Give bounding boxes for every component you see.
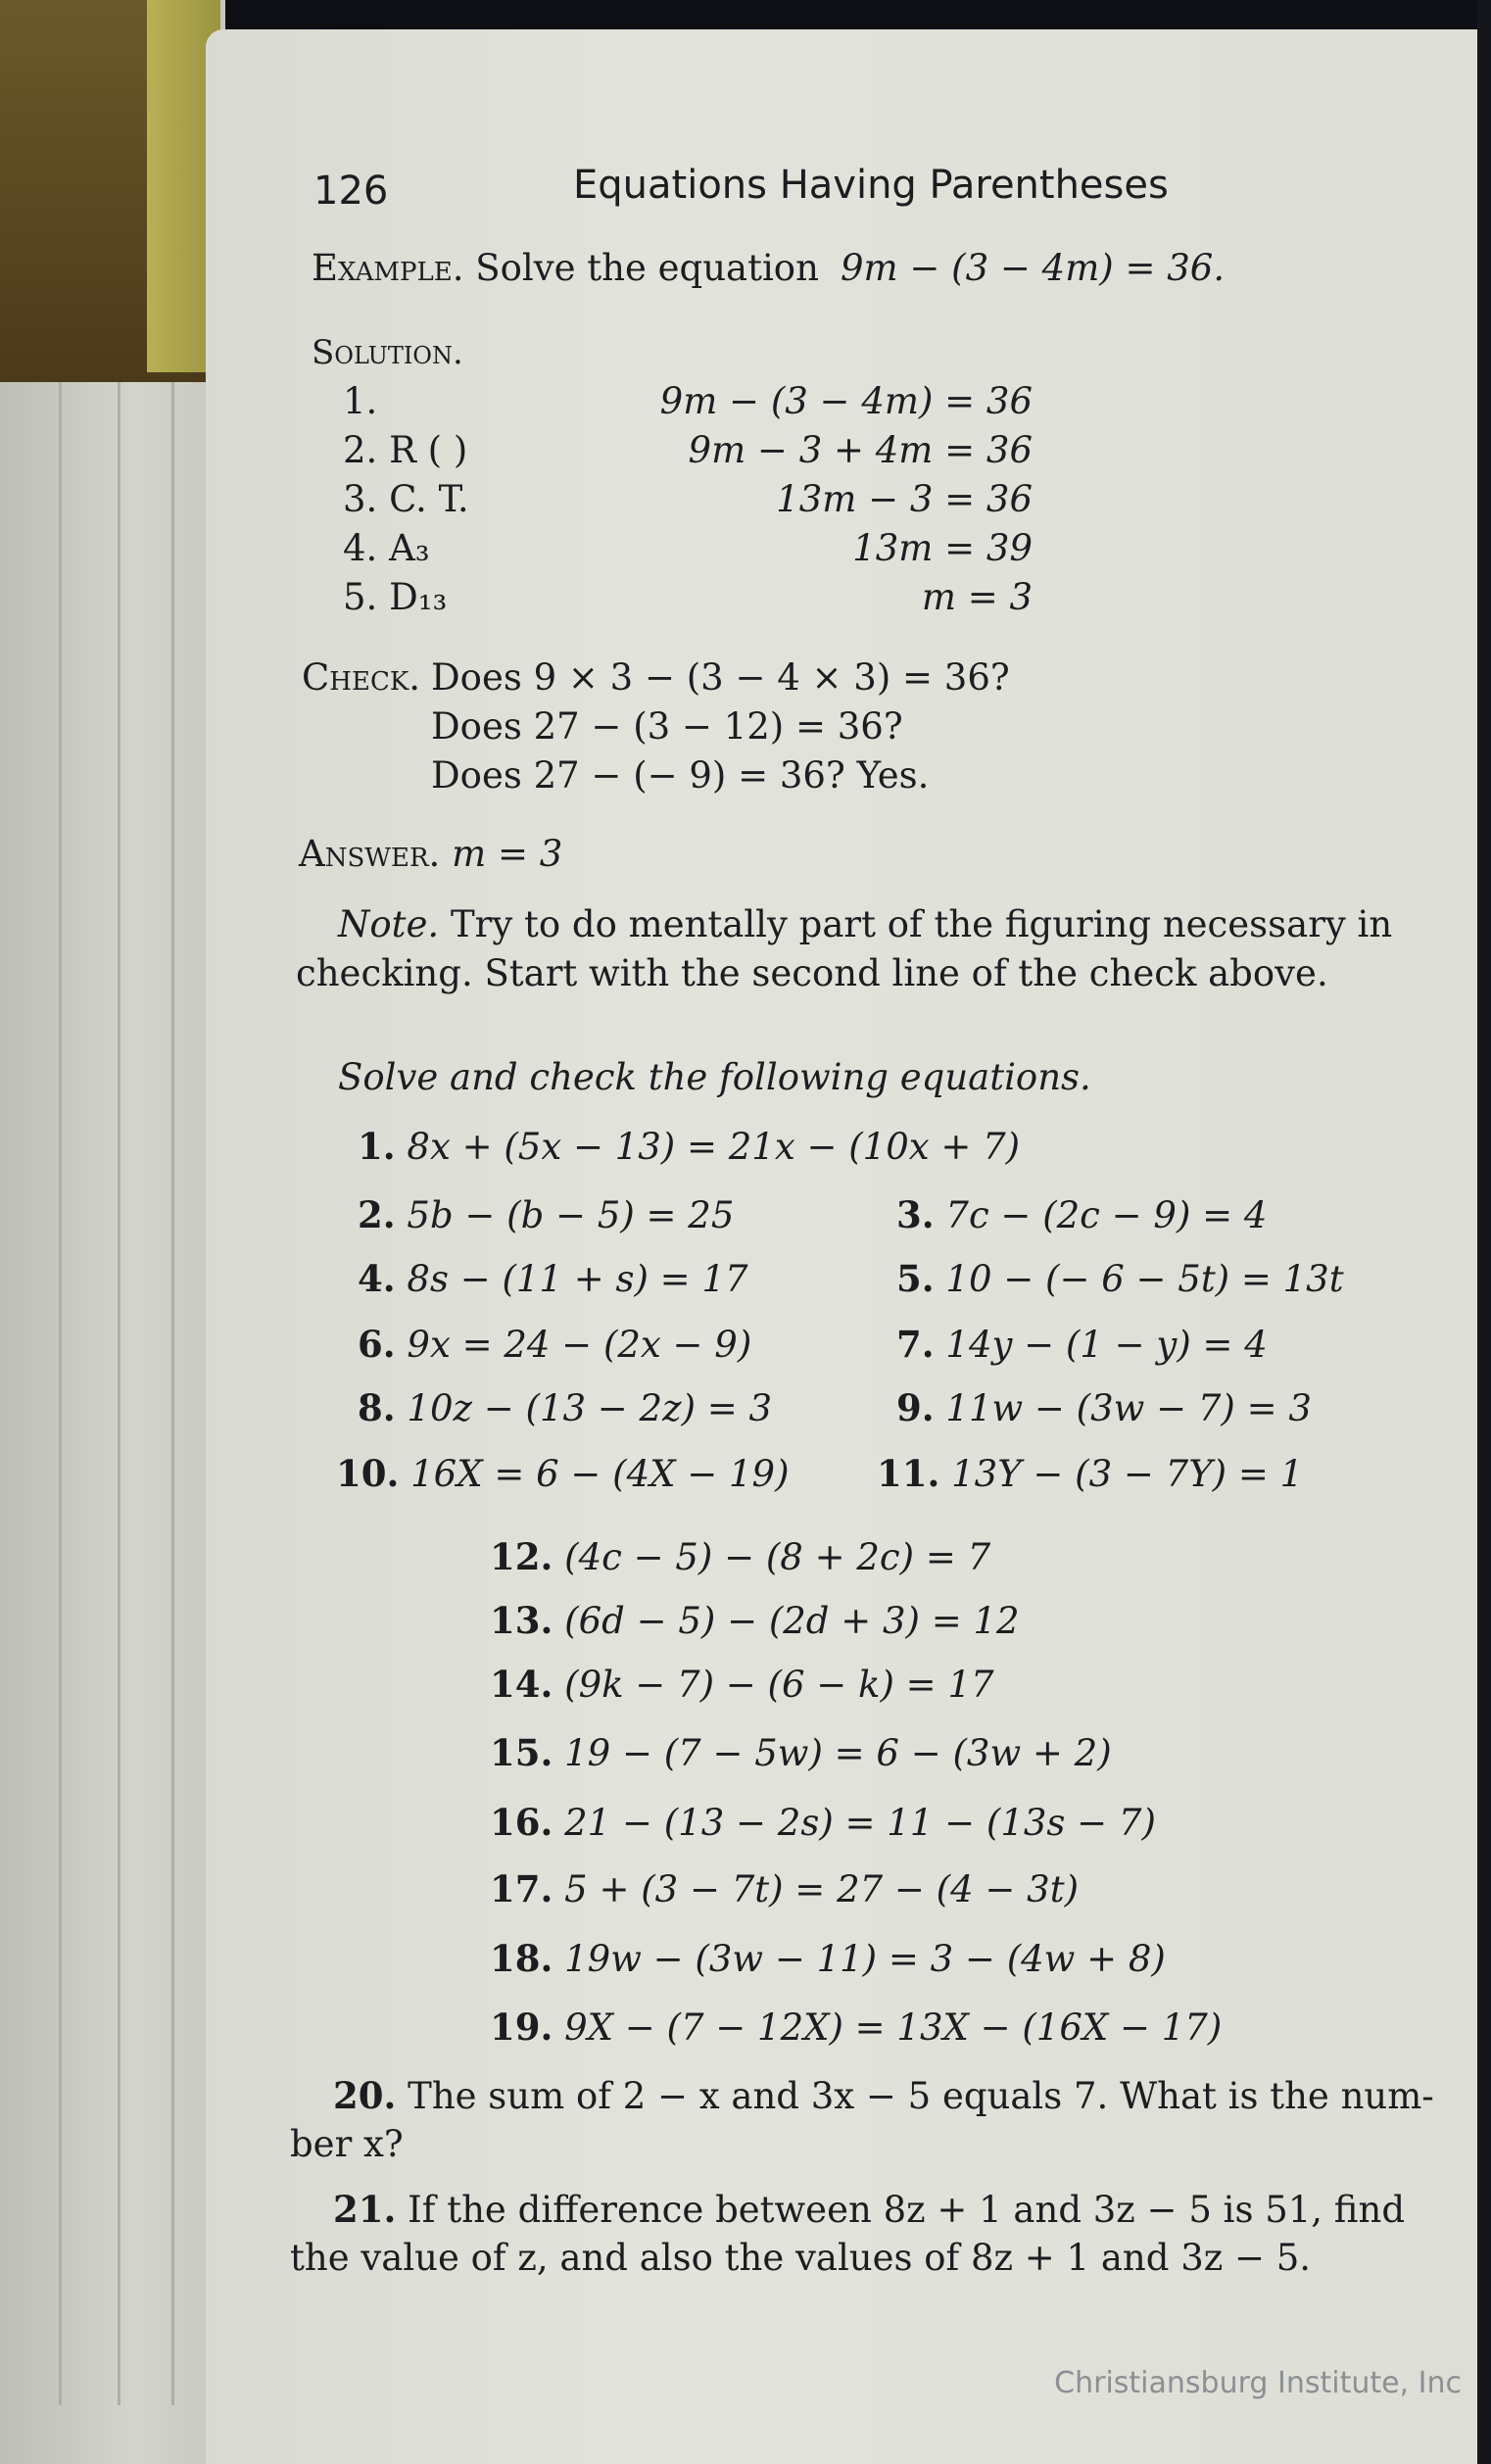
solution-step-equation: m = 3 xyxy=(921,576,1033,618)
watermark: Christiansburg Institute, Inc xyxy=(1054,2366,1462,2400)
example-line xyxy=(312,247,819,289)
exercise-item xyxy=(358,1386,772,1429)
exercise-number: 11. xyxy=(877,1452,940,1495)
exercise-item xyxy=(490,1599,1020,1642)
solution-step-label: 5. D₁₃ xyxy=(343,576,448,618)
page-title: Equations Having Parentheses xyxy=(573,163,1169,208)
book-tab xyxy=(0,0,220,382)
exercise-equation: 13Y − (3 − 7Y) = 1 xyxy=(951,1453,1304,1495)
solution-step-label: 4. A₃ xyxy=(343,527,430,569)
exercise-equation: (4c − 5) − (8 + 2c) = 7 xyxy=(564,1536,991,1578)
answer-label: Answer. xyxy=(299,833,441,875)
exercise-item xyxy=(490,1663,994,1706)
solution-step-equation: 13m = 39 xyxy=(852,527,1033,569)
exercise-number: 20. xyxy=(333,2074,397,2117)
exercise-number: 13. xyxy=(490,1599,553,1642)
note-line-2: checking. Start with the second line of the check above. xyxy=(296,952,1328,994)
exercise-item xyxy=(896,1323,1268,1366)
exercise-number: 17. xyxy=(490,1867,553,1910)
exercise-equation: (9k − 7) − (6 − k) = 17 xyxy=(564,1664,994,1706)
word-problem-21 xyxy=(333,2188,1405,2231)
exercise-number: 18. xyxy=(490,1937,553,1980)
exercise-equation: (6d − 5) − (2d + 3) = 12 xyxy=(564,1600,1020,1642)
example-equation: 9m − (3 − 4m) = 36. xyxy=(841,247,1226,289)
exercise-number: 7. xyxy=(896,1323,935,1366)
exercise-equation: 10z − (13 − 2z) = 3 xyxy=(407,1387,773,1429)
exercise-number: 6. xyxy=(358,1323,396,1366)
solution-label: Solution. xyxy=(312,333,463,372)
exercise-item xyxy=(490,1731,1112,1774)
note-label: Note. xyxy=(338,903,440,945)
exercise-equation: 10 − (− 6 − 5t) = 13t xyxy=(945,1258,1344,1300)
word-problem-21-cont: the value of z, and also the values of 8z + 1 and 3z − 5. xyxy=(290,2237,1312,2279)
exercise-number: 21. xyxy=(333,2188,397,2231)
word-problem-20 xyxy=(333,2074,1434,2117)
exercise-equation: 21 − (13 − 2s) = 11 − (13s − 7) xyxy=(564,1802,1156,1844)
exercise-equation: 19w − (3w − 11) = 3 − (4w + 8) xyxy=(564,1938,1166,1980)
solution-step-equation: 9m − (3 − 4m) = 36 xyxy=(659,380,1033,422)
exercise-number: 10. xyxy=(336,1452,400,1495)
exercise-number: 15. xyxy=(490,1731,553,1774)
exercise-equation: 11w − (3w − 7) = 3 xyxy=(945,1387,1312,1429)
solution-step-equation: 13m − 3 = 36 xyxy=(776,478,1033,520)
exercise-number: 16. xyxy=(490,1801,553,1844)
page-edge xyxy=(1477,0,1491,2464)
exercise-item xyxy=(877,1452,1303,1495)
exercise-equation: 16X = 6 − (4X − 19) xyxy=(410,1453,790,1495)
exercise-number: 3. xyxy=(896,1193,935,1236)
exercise-item xyxy=(490,1867,1079,1910)
exercise-equation: 8s − (11 + s) = 17 xyxy=(407,1258,748,1300)
exercise-item xyxy=(490,1937,1166,1980)
exercise-number: 12. xyxy=(490,1535,553,1578)
note-line-1 xyxy=(338,903,1392,945)
check-label: Check. xyxy=(302,656,421,699)
exercise-equation: 9x = 24 − (2x − 9) xyxy=(407,1324,752,1366)
exercise-number: 4. xyxy=(358,1257,396,1300)
solution-step-equation: 9m − 3 + 4m = 36 xyxy=(688,429,1033,471)
answer-value: m = 3 xyxy=(452,833,563,875)
check-line: Does 27 − (3 − 12) = 36? xyxy=(431,705,903,748)
exercise-equation: 5b − (b − 5) = 25 xyxy=(407,1194,735,1236)
check-line: Does 9 × 3 − (3 − 4 × 3) = 36? xyxy=(431,656,1010,699)
word-problem-20-cont: ber x? xyxy=(290,2123,404,2165)
exercise-number: 14. xyxy=(490,1663,553,1706)
solution-step-label: 3. C. T. xyxy=(343,478,469,520)
page-number: 126 xyxy=(313,169,389,214)
exercise-equation: 14y − (1 − y) = 4 xyxy=(945,1324,1268,1366)
exercise-item xyxy=(358,1193,734,1236)
answer-line xyxy=(299,833,562,875)
example-label: Example. xyxy=(312,247,464,289)
exercise-item xyxy=(896,1386,1312,1429)
exercise-item xyxy=(358,1323,751,1366)
exercise-item xyxy=(336,1452,790,1495)
exercise-equation: 19 − (7 − 5w) = 6 − (3w + 2) xyxy=(564,1732,1112,1774)
exercise-number: 5. xyxy=(896,1257,935,1300)
exercise-equation: 5 + (3 − 7t) = 27 − (4 − 3t) xyxy=(564,1868,1080,1910)
exercise-item xyxy=(358,1257,748,1300)
exercise-number: 1. xyxy=(358,1125,396,1168)
check-line: Does 27 − (− 9) = 36? Yes. xyxy=(431,754,930,797)
exercise-equation: 9X − (7 − 12X) = 13X − (16X − 17) xyxy=(564,2006,1223,2049)
exercise-equation: 8x + (5x − 13) = 21x − (10x + 7) xyxy=(407,1126,1021,1168)
exercise-instructions: Solve and check the following equations. xyxy=(338,1056,1091,1098)
exercise-item xyxy=(896,1257,1344,1300)
note-text-1: Try to do mentally part of the figuring necessary in xyxy=(450,903,1393,945)
example-text: Solve the equation xyxy=(475,247,819,289)
problem-text: If the difference between 8z + 1 and 3z − 5 is 51, find xyxy=(408,2189,1406,2231)
exercise-number: 9. xyxy=(896,1386,935,1429)
exercise-item xyxy=(490,1535,990,1578)
exercise-item xyxy=(490,2005,1222,2049)
exercise-number: 19. xyxy=(490,2005,553,2049)
exercise-item xyxy=(896,1193,1267,1236)
exercise-item xyxy=(358,1125,1020,1168)
exercise-item xyxy=(490,1801,1156,1844)
exercise-number: 8. xyxy=(358,1386,396,1429)
problem-text: The sum of 2 − x and 3x − 5 equals 7. What is the num- xyxy=(408,2075,1434,2117)
exercise-number: 2. xyxy=(358,1193,396,1236)
exercise-equation: 7c − (2c − 9) = 4 xyxy=(945,1194,1268,1236)
solution-step-label: 2. R ( ) xyxy=(343,429,468,471)
solution-step-label: 1. xyxy=(343,380,378,422)
